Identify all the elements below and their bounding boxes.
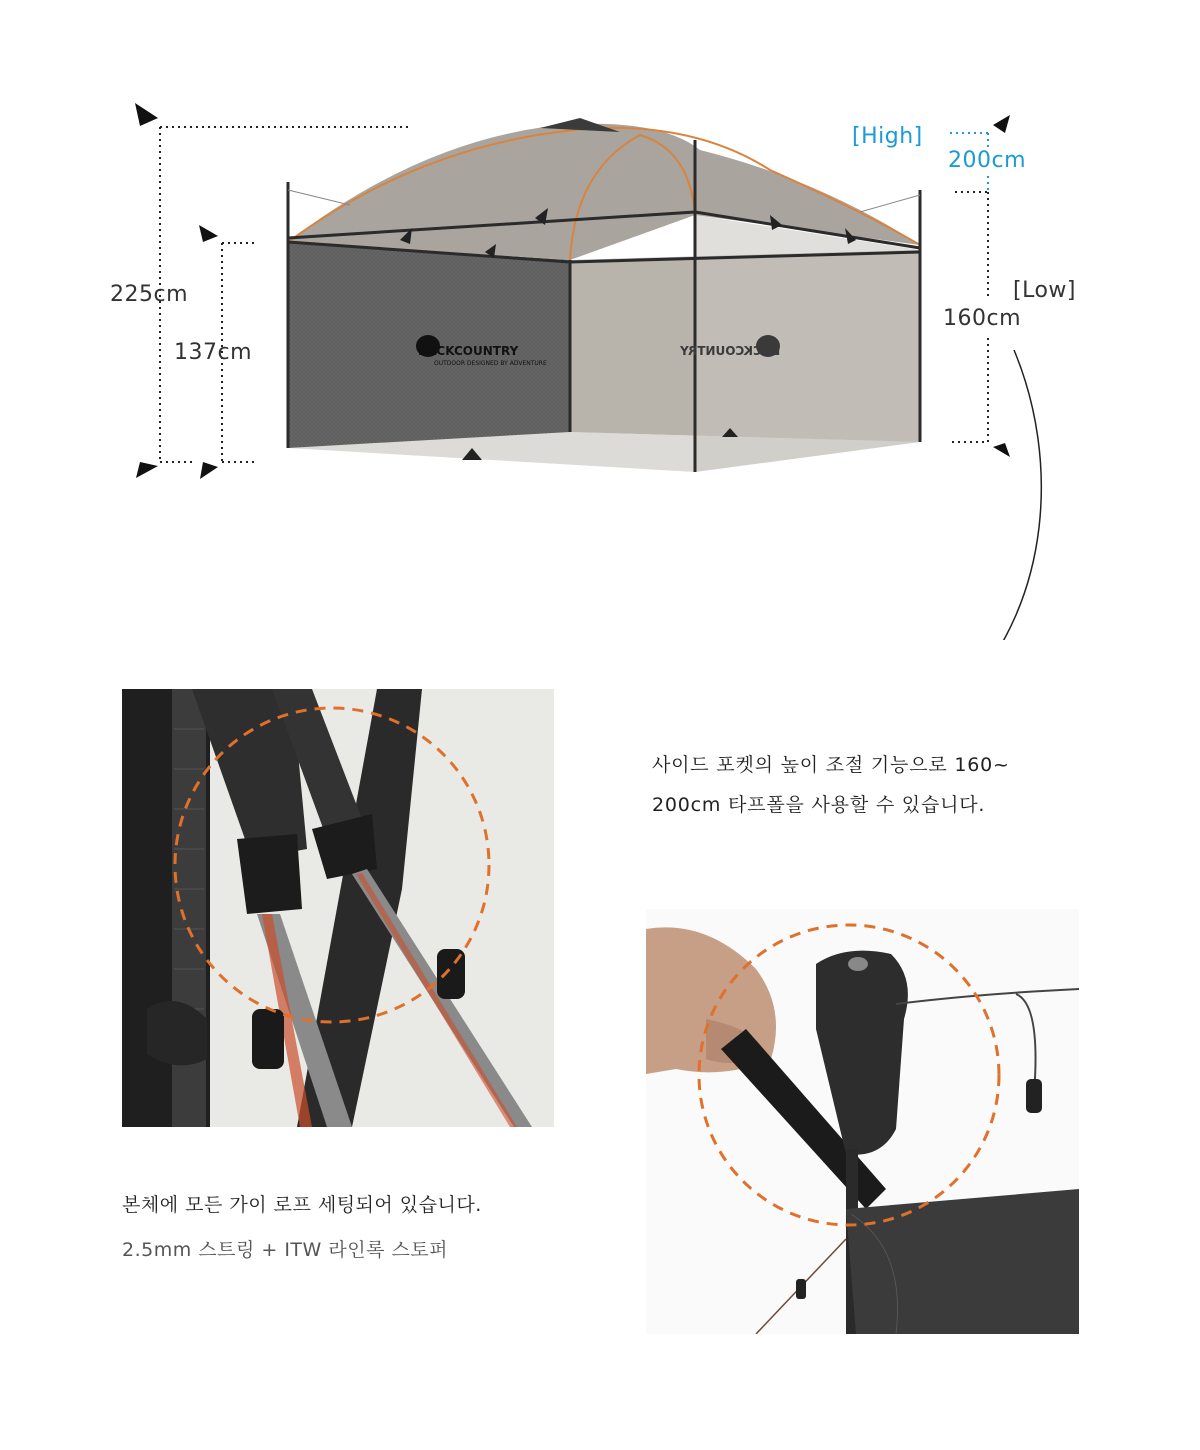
- arrow-icon: [135, 103, 158, 126]
- low-label: [Low]: [1013, 278, 1076, 303]
- height-adjust-caption: [652, 745, 1172, 825]
- brand-logo-text-mirrored: BACKCOUNTRY: [680, 344, 781, 358]
- arrow-icon: [199, 225, 218, 242]
- caption-line-1: 사이드 포켓의 높이 조절 기능으로 160~: [652, 754, 1010, 776]
- arrow-icon: [136, 462, 158, 478]
- caption-title: 본체에 모든 가이 로프 세팅되어 있습니다.: [122, 1194, 482, 1216]
- side-pocket-photo: [646, 909, 1079, 1334]
- guy-rope-caption: [122, 1190, 622, 1262]
- caption-subtitle: 2.5mm 스트링 + ITW 라인록 스토퍼: [122, 1239, 449, 1261]
- arrow-icon: [200, 462, 218, 479]
- brand-logo-text: BACKCOUNTRY: [418, 344, 519, 358]
- overall-height-label: 225cm: [110, 282, 189, 307]
- tent-diagram: [0, 0, 1200, 640]
- high-label: [High]: [852, 124, 923, 149]
- caption-line-2: 200cm 타프폴을 사용할 수 있습니다.: [652, 794, 986, 816]
- low-value: 160cm: [943, 306, 1022, 331]
- high-value: 200cm: [948, 148, 1027, 173]
- arrow-icon: [993, 443, 1010, 457]
- side-height-label: 137cm: [174, 340, 253, 365]
- brand-tagline: OUTDOOR DESIGNED BY ADVENTURE: [434, 360, 547, 367]
- arrow-icon: [993, 115, 1010, 133]
- curved-arrow: [968, 350, 1041, 640]
- guy-rope-photo: [122, 689, 554, 1127]
